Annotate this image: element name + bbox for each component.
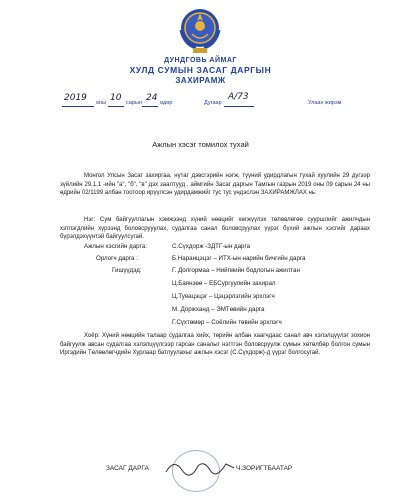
header-aimag: ДУНДГОВЬ АЙМАГ	[164, 57, 237, 64]
item-one-text: Нэг: Сум байгууллагын хэмжээнд хүний нөөцийг хөгжүүлэх төлөвлөгөө сууршлийг ажилчдын хэтлэгдлийн хүрээнд боловсрууулах, судалгаа санал боловсруулах үүрэг бүхий ажлын хэсгийг дараах бүрэлдэхүүнтэй байгуулсугай.	[60, 217, 370, 241]
deputy-value: Б.Наранцэцэг – ИТХ-ын нарийн бичгийн дарга	[172, 255, 306, 262]
year-label: оны	[96, 100, 107, 106]
item-two-paragraph	[60, 332, 370, 358]
member-item: М. Доржханд – ЭМТөвийн дарга	[172, 306, 265, 313]
header-sum-governor: ХУЛД СУМЫН ЗАСАГ ДАРГЫН	[129, 65, 272, 75]
place-name: Улаан жирэм	[308, 100, 342, 106]
year-value: 2019	[64, 93, 87, 103]
member-item: Г.Сүхтөмөр – Соёлийн төвийн эрхлэгч	[172, 319, 282, 326]
member-item: Г. Долгормаа – Нийгмийн бодлогын ажилтан	[172, 267, 300, 274]
day-value: 24	[146, 93, 158, 103]
head-label: Ажлын хэсгийн дарга:	[84, 243, 147, 250]
member-item: Ц.Баянзөө – ЕБСургуулийн захирал	[172, 280, 276, 287]
deputy-label: Орлогч дарга :	[96, 255, 138, 262]
members-label: Гишүүдэд:	[112, 267, 142, 274]
month-label: сарын	[126, 100, 142, 106]
date-line	[0, 92, 401, 109]
intro-paragraph	[60, 172, 370, 198]
month-value: 10	[110, 93, 122, 103]
number-value: А/73	[228, 92, 249, 102]
signature-name: Ч.ЗОРИГТБААТАР	[236, 465, 293, 472]
signature-title: ЗАСАГ ДАРГА	[106, 465, 149, 472]
item-one-paragraph	[60, 216, 370, 242]
signature-icon	[160, 456, 240, 478]
number-label: Дугаар	[204, 100, 222, 106]
member-item: Ц.Туяацэцэг – Цэцэрлэгийн эрхлэгч	[172, 293, 275, 300]
document-title: Ажлын хэсэг томилох тухай	[152, 140, 249, 149]
item-two-text: Хоёр: Хүний нөөцийн талаар судалгаа хийх, төрийн албан хаагчдаас санал авч хэлэлцүүлэг зохион байгуулж авсан судалгаа хэлэлцүүлгээр гарсан саналыг нэгтгэн боловсруулж сумын хөтөлбөр болгон сумын Иргэдийн Төлөөлөгчдийн Хурлаар батлуулахыг ажлын хэсэг (С.Сүхдорж)-д үүрэг болгосугай.	[60, 333, 370, 357]
intro-text: Монгол Улсын Засаг захиргаа, нутаг дэвсгэрийн нэгж, түүний удирдлагын тухай хуулийн 29 дүгээр зүйлийн 29.1.1 -ийн "а", "б", "в" дэх заалтууд , аймгийн Засаг даргын Тамгын газрын 2019 оны 09 сарын 24 ны өдрийн 02/1199 албан тоотоор ирүүлсэн удирдамжийг тус тус үндэслэн ЗАХИРАМЖЛАХ нь:	[60, 173, 370, 197]
head-value: С.Сүхдорж -ЗДТГ-ын дарга	[172, 243, 251, 250]
header-order: ЗАХИРАМЖ	[175, 76, 226, 85]
day-label: өдөр	[160, 100, 173, 106]
state-emblem-icon	[178, 4, 222, 56]
